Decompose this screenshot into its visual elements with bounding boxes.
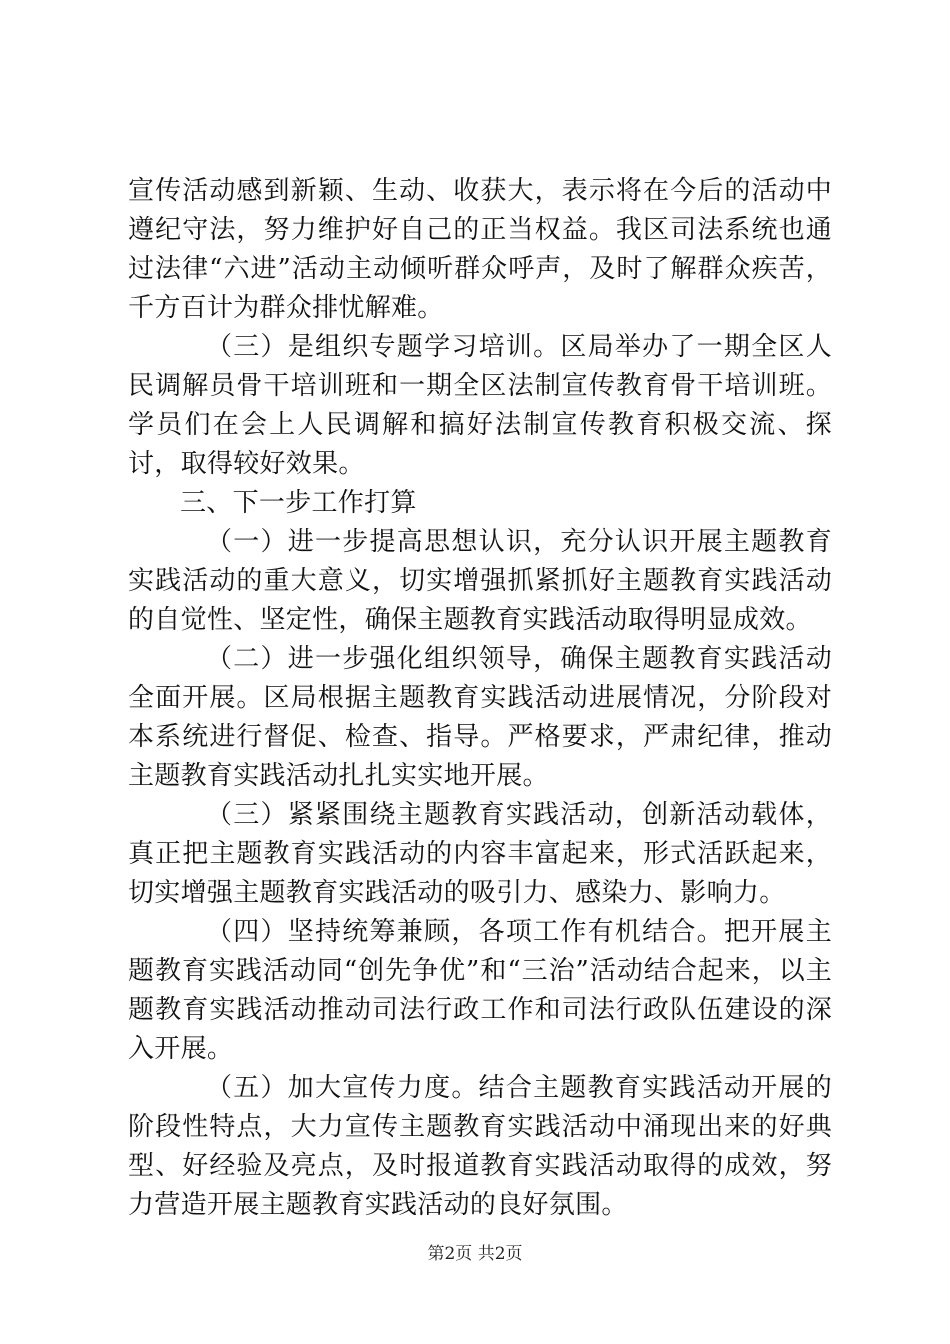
paragraph-step-two: （二）进一步强化组织领导，确保主题教育实践活动全面开展。区局根据主题教育实践活动进展情况，分阶段对本系统进行督促、检查、指导。严格要求，严肃纪律，推动主题教育实践活动扎扎实实地开展。: [128, 644, 832, 791]
paragraph-step-five: （五）加大宣传力度。结合主题教育实践活动开展的阶段性特点，大力宣传主题教育实践活动中涌现出来的好典型、好经验及亮点，及时报道教育实践活动取得的成效，努力营造开展主题教育实践活动的良好氛围。: [128, 1073, 832, 1220]
paragraph-step-four: （四）坚持统筹兼顾，各项工作有机结合。把开展主题教育实践活动同“创先争优”和“三治”活动结合起来，以主题教育实践活动推动司法行政工作和司法行政队伍建设的深入开展。: [128, 917, 832, 1064]
document-body: [128, 172, 832, 1225]
section-heading-next-steps: 三、下一步工作打算: [180, 488, 417, 518]
paragraph-step-one: （一）进一步提高思想认识，充分认识开展主题教育实践活动的重大意义，切实增强抓紧抓好主题教育实践活动的自觉性、坚定性，确保主题教育实践活动取得明显成效。: [128, 527, 832, 635]
page-footer: 第2页 共2页: [427, 1244, 523, 1264]
paragraph-step-three: （三）紧紧围绕主题教育实践活动，创新活动载体，真正把主题教育实践活动的内容丰富起来，形式活跃起来，切实增强主题教育实践活动的吸引力、感染力、影响力。: [128, 800, 832, 908]
paragraph-training: （三）是组织专题学习培训。区局举办了一期全区人民调解员骨干培训班和一期全区法制宣传教育骨干培训班。学员们在会上人民调解和搞好法制宣传教育积极交流、探讨，取得较好效果。: [128, 332, 832, 479]
paragraph-continuation: 宣传活动感到新颖、生动、收获大，表示将在今后的活动中遵纪守法，努力维护好自己的正当权益。我区司法系统也通过法律“六进”活动主动倾听群众呼声，及时了解群众疾苦，千方百计为群众排忧解难。: [128, 176, 832, 323]
